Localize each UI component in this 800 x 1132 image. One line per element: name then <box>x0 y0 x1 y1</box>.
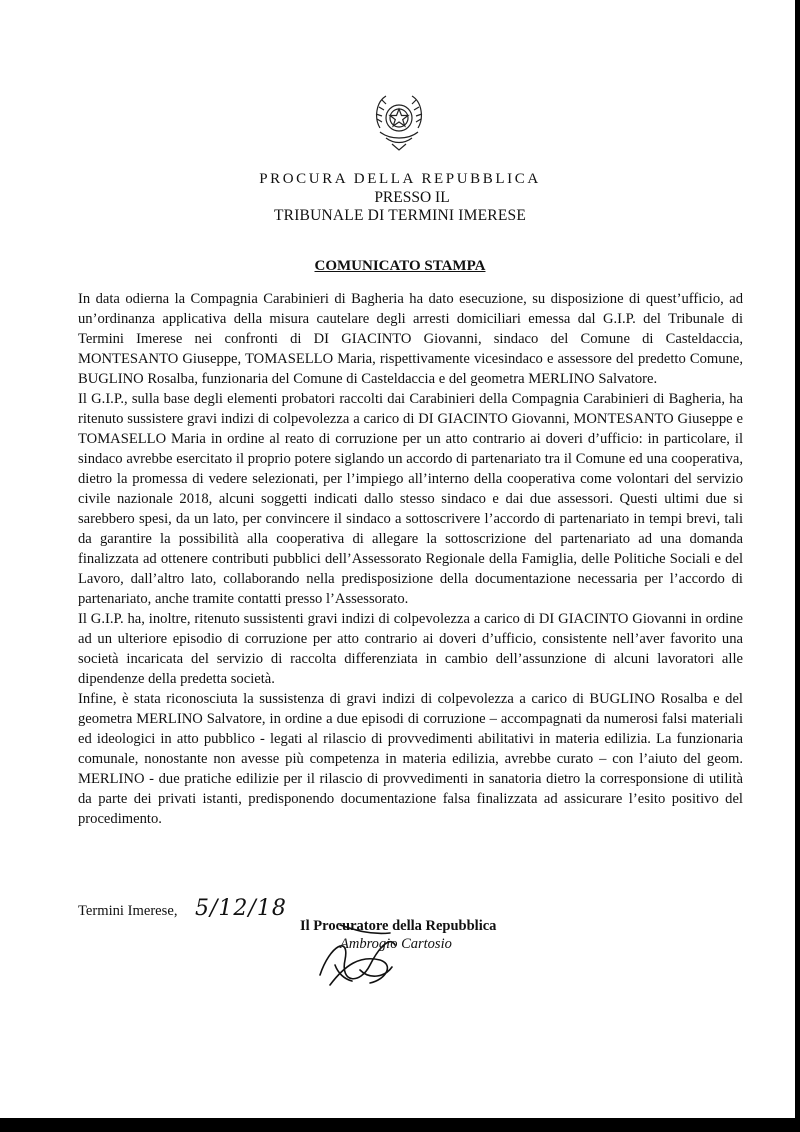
paragraph: Il G.I.P. ha, inoltre, ritenuto sussistenti gravi indizi di colpevolezza a carico di DI GIACINTO Giovanni in ordine ad un ulteriore episodio di corruzione per atto contrario ai doveri d’ufficio, consistente nell’aver favorito una società incaricata del servizio di raccolta differenziata in cambio dell’assunzione di alcuni lavoratori alle dipendenze della predetta società. <box>78 611 743 687</box>
handwritten-date: 5/12/18 <box>195 896 287 921</box>
signer-name: Ambrogio Cartosio <box>340 936 452 952</box>
document-body <box>78 289 743 829</box>
place-label: Termini Imerese, <box>78 903 178 919</box>
document-title: COMUNICATO STAMPA <box>314 258 486 274</box>
handwritten-signature <box>300 905 500 995</box>
signer-role: Il Procuratore della Repubblica <box>300 918 497 934</box>
court-name: TRIBUNALE DI TERMINI IMERESE <box>273 207 526 224</box>
scan-border-bottom <box>0 1118 800 1132</box>
italian-republic-emblem-icon <box>370 88 428 154</box>
paragraph: In data odierna la Compagnia Carabinieri di Bagheria ha dato esecuzione, su disposizione di quest’ufficio, ad un’ordinanza applicativa della misura cautelare degli arresti domiciliari emessa dal G.I.P. del Tribunale di Termini Imerese nei confronti di DI GIACINTO Giovanni, sindaco del Comune di Casteldaccia, MONTESANTO Giuseppe, TOMASELLO Maria, rispettivamente vicesindaco e assessore del predetto Comune, BUGLINO Rosalba, funzionaria del Comune di Casteldaccia e del geometra MERLINO Salvatore. <box>78 291 743 387</box>
scan-border-right <box>795 0 800 1132</box>
paragraph: Il G.I.P., sulla base degli elementi probatori raccolti dai Carabinieri della Compagnia Carabinieri di Bagheria, ha ritenuto sussistere gravi indizi di colpevolezza a carico di DI GIACINTO Giovanni, MONTESANTO Giuseppe e TOMASELLO Maria in ordine al reato di corruzione per un atto contrario ai doveri d’ufficio: in particolare, il sindaco avrebbe esercitato il proprio potere siglando un accordo di partenariato tra il Comune ed una cooperativa, dietro la promessa di vedere selezionati, per l’impiego all’interno della cooperativa come volontari del servizio civile nazionale 2018, alcuni soggetti indicati dallo stesso sindaco e dai due assessori. Questi ultimi due si sarebbero spesi, da un lato, per convincere il sindaco a sottoscrivere l’accordo di partenariato in tempi brevi, tali da garantire la possibilità alla cooperativa di allegare la sottoscrizione del partenariato ad una domanda finalizzata ad ottenere contributi pubblici dell’Assessorato Regionale della Famiglia, delle Politiche Sociali e del Lavoro, dall’altro lato, collaborando nella predisposizione della documentazione necessaria per l’accordo di partenariato, anche tramite contatti presso l’Assessorato. <box>78 391 743 607</box>
office-subtitle: PRESSO IL <box>374 189 450 206</box>
paragraph: Infine, è stata riconosciuta la sussistenza di gravi indizi di colpevolezza a carico di BUGLINO Rosalba e del geometra MERLINO Salvatore, in ordine a due episodi di corruzione – accompagnati da numerosi falsi materiali ed ideologici in atto pubblico - legati al rilascio di provvedimenti abilitativi in materia edilizia. La funzionaria comunale, nonostante non avesse più competenza in materia edilizia, avrebbe curato – con l’aiuto del geom. MERLINO - due pratiche edilizie per il rilascio di provvedimenti in sanatoria dietro la corresponsione di utilità da parte dei privati istanti, predisponendo documentazione falsa finalizzata ad assicurare l’esito positivo del procedimento. <box>78 691 743 827</box>
office-name: PROCURA DELLA REPUBBLICA <box>259 171 541 187</box>
